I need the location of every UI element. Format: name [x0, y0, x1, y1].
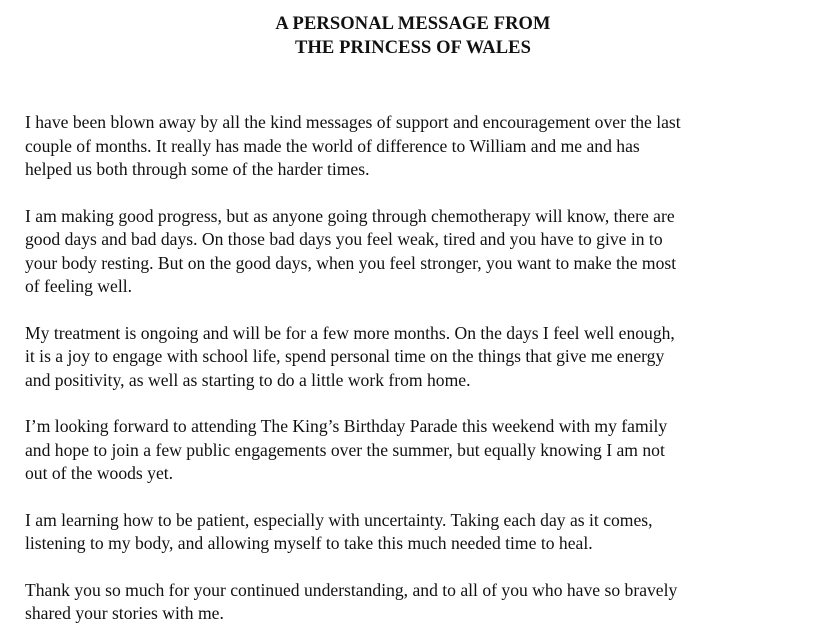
- paragraph-6: [25, 579, 815, 626]
- paragraph-line: your body resting. But on the good days, when you feel stronger, you want to make the most: [25, 252, 677, 273]
- paragraph-line: listening to my body, and allowing myself to take this much needed time to heal.: [25, 533, 593, 553]
- paragraph-line: out of the woods yet.: [25, 463, 174, 483]
- paragraph-line: I am learning how to be patient, especially with uncertainty. Taking each day as it comes,: [25, 509, 653, 530]
- letter-title: [0, 12, 826, 60]
- paragraph-line: good days and bad days. On those bad days you feel weak, tired and you have to give in to: [25, 229, 663, 249]
- paragraph-1: [25, 111, 815, 182]
- paragraph-line: shared your stories with me.: [25, 603, 224, 623]
- letter-body: [25, 111, 815, 643]
- paragraph-line: helped us both through some of the harder times.: [25, 159, 370, 179]
- paragraph-line: My treatment is ongoing and will be for a few more months. On the days I feel well enough,: [25, 322, 675, 343]
- paragraph-2: [25, 205, 815, 299]
- paragraph-line: I am making good progress, but as anyone going through chemotherapy will know, there are: [25, 205, 675, 226]
- paragraph-line: and hope to join a few public engagements over the summer, but equally knowing I am not: [25, 439, 665, 460]
- paragraph-line: Thank you so much for your continued understanding, and to all of you who have so bravely: [25, 579, 678, 600]
- paragraph-line: of feeling well.: [25, 276, 132, 296]
- paragraph-3: [25, 322, 815, 393]
- title-line-2: THE PRINCESS OF WALES: [295, 38, 531, 58]
- paragraph-5: [25, 509, 815, 556]
- title-line-1: A PERSONAL MESSAGE FROM: [275, 14, 551, 34]
- paragraph-4: [25, 415, 815, 486]
- paragraph-line: I’m looking forward to attending The King’s Birthday Parade this weekend with my family: [25, 416, 668, 436]
- paragraph-line: couple of months. It really has made the world of difference to William and me and has: [25, 135, 640, 156]
- paragraph-line: it is a joy to engage with school life, spend personal time on the things that give me energy: [25, 346, 665, 366]
- paragraph-line: I have been blown away by all the kind messages of support and encouragement over the last: [25, 112, 681, 132]
- paragraph-line: and positivity, as well as starting to do a little work from home.: [25, 369, 471, 390]
